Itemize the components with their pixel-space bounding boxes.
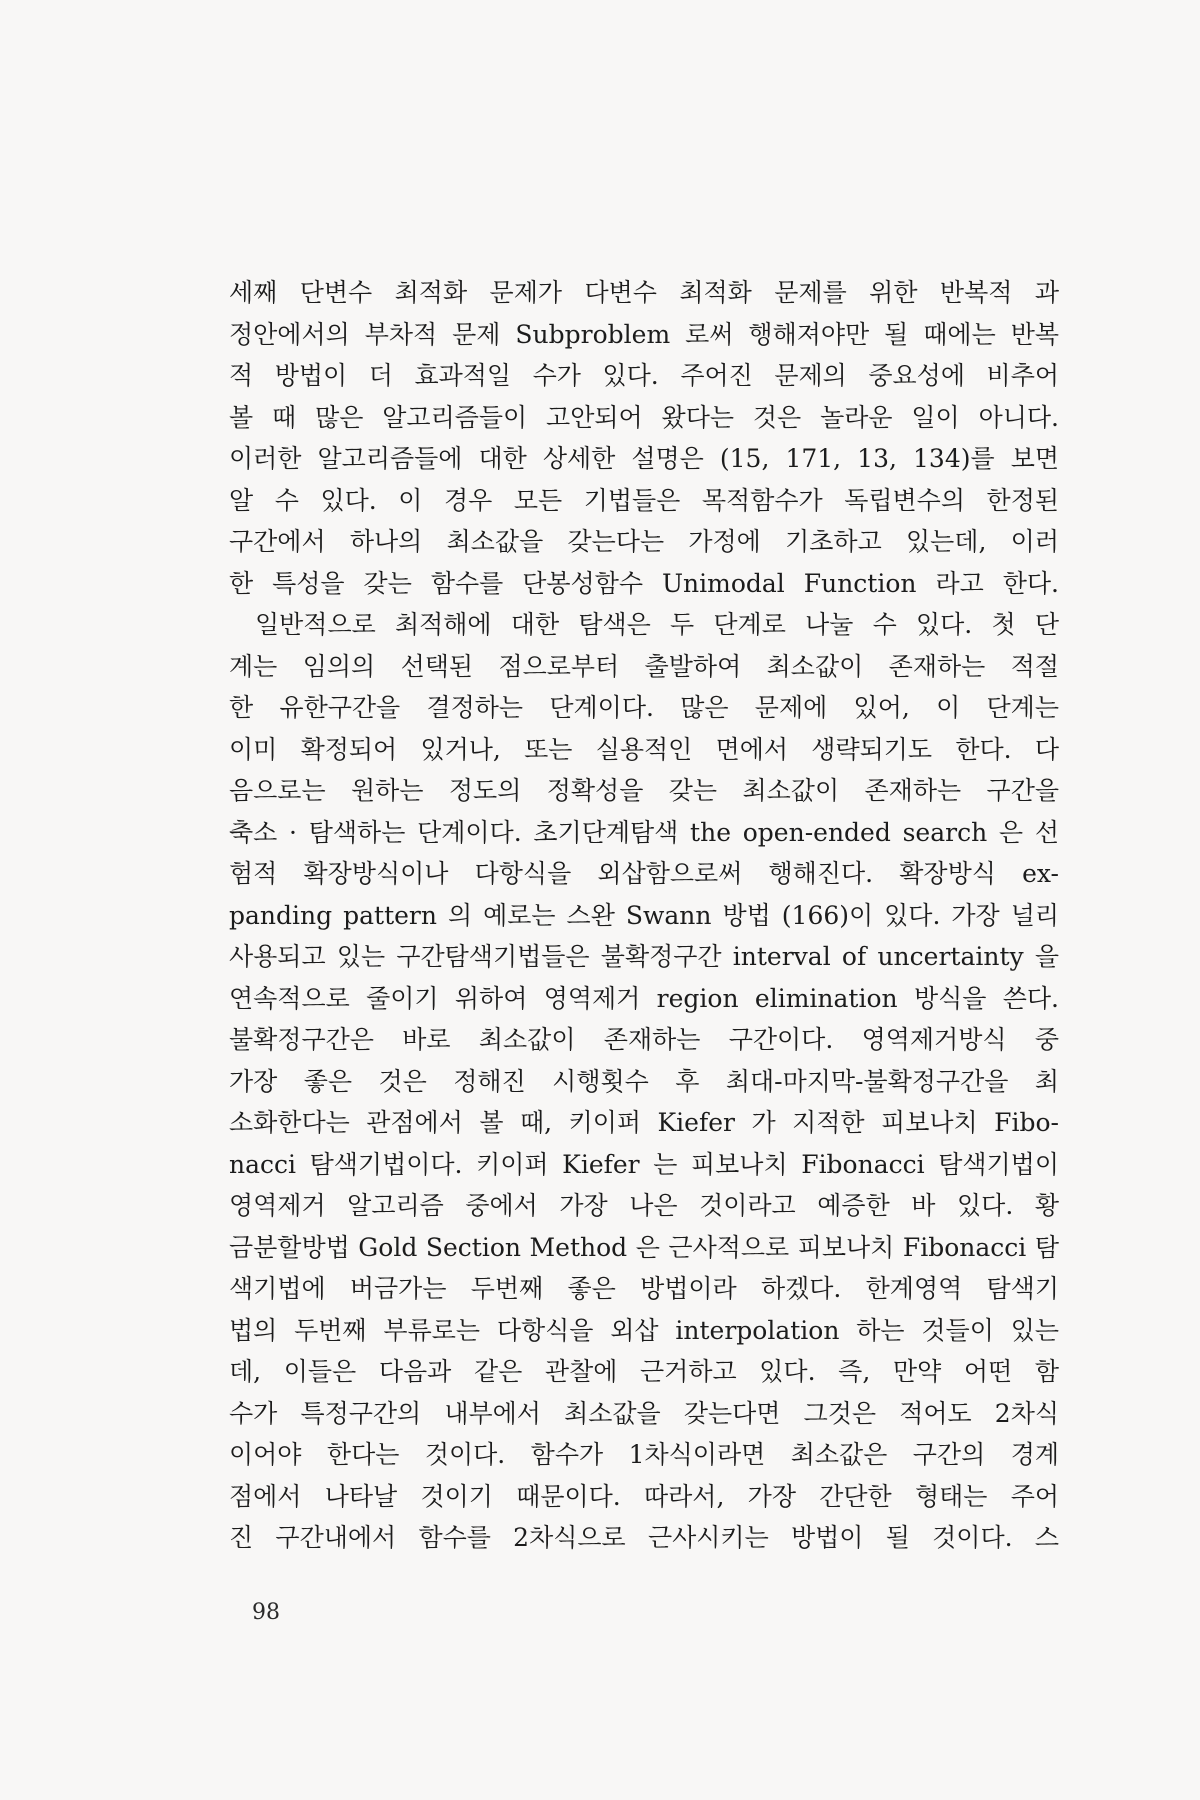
text-line: 소화한다는 관점에서 볼 때, 키이퍼 Kiefer 가 지적한 피보나치 Fibo-	[229, 1108, 1059, 1137]
text-line: 불확정구간은 바로 최소값이 존재하는 구간이다. 영역제거방식 중	[229, 1025, 1059, 1054]
text-line: 가장 좋은 것은 정해진 시행횟수 후 최대-마지막-불확정구간을 최	[229, 1066, 1059, 1096]
text-line: 영역제거 알고리즘 중에서 가장 나은 것이라고 예증한 바 있다. 황	[229, 1191, 1059, 1220]
text-line: 이러한 알고리즘들에 대한 상세한 설명은 (15, 171, 13, 134)를 보면	[229, 444, 1059, 473]
text-line: 볼 때 많은 알고리즘들이 고안되어 왔다는 것은 놀라운 일이 아니다.	[229, 402, 1059, 432]
text-line: 세째 단변수 최적화 문제가 다변수 최적화 문제를 위한 반복적 과	[229, 278, 1059, 307]
text-line: 수가 특정구간의 내부에서 최소값을 갖는다면 그것은 적어도 2차식	[229, 1398, 1059, 1428]
page-number: 98	[252, 1600, 280, 1625]
text-line: 계는 임의의 선택된 점으로부터 출발하여 최소값이 존재하는 적절	[229, 651, 1059, 681]
text-line: 진 구간내에서 함수를 2차식으로 근사시키는 방법이 될 것이다. 스	[229, 1523, 1059, 1552]
text-line: 연속적으로 줄이기 위하여 영역제거 region elimination 방식을 쓴다.	[229, 983, 1059, 1013]
text-line: 점에서 나타날 것이기 때문이다. 따라서, 가장 간단한 형태는 주어	[229, 1481, 1059, 1511]
text-line: 이미 확정되어 있거나, 또는 실용적인 면에서 생략되기도 한다. 다	[229, 734, 1059, 764]
text-line: 험적 확장방식이나 다항식을 외삽함으로써 행해진다. 확장방식 ex-	[229, 859, 1059, 888]
text-line: 색기법에 버금가는 두번째 좋은 방법이라 하겠다. 한계영역 탐색기	[229, 1274, 1059, 1303]
text-line: 알 수 있다. 이 경우 모든 기법들은 목적함수가 독립변수의 한정된	[229, 485, 1059, 515]
text-line: 정안에서의 부차적 문제 Subproblem 로써 행해져야만 될 때에는 반복	[229, 319, 1059, 349]
text-line: panding pattern 의 예로는 스완 Swann 방법 (166)이 있다. 가장 널리	[229, 900, 1059, 930]
text-line: 데, 이들은 다음과 같은 관찰에 근거하고 있다. 즉, 만약 어떤 함	[229, 1357, 1059, 1386]
text-line: nacci 탐색기법이다. 키이퍼 Kiefer 는 피보나치 Fibonacci 탐색기법이	[229, 1149, 1059, 1179]
text-line: 사용되고 있는 구간탐색기법들은 불확정구간 interval of uncertainty 을	[229, 942, 1059, 971]
text-line: 한 특성을 갖는 함수를 단봉성함수 Unimodal Function 라고 한다.	[229, 568, 1059, 598]
text-line: 음으로는 원하는 정도의 정확성을 갖는 최소값이 존재하는 구간을	[229, 776, 1059, 805]
text-line: 적 방법이 더 효과적일 수가 있다. 주어진 문제의 중요성에 비추어	[229, 361, 1059, 390]
text-line: 축소 · 탐색하는 단계이다. 초기단계탐색 the open-ended search 은 선	[229, 817, 1059, 847]
text-line: 금분할방법 Gold Section Method 은 근사적으로 피보나치 Fibonacci 탐	[229, 1232, 1059, 1262]
text-line: 일반적으로 최적해에 대한 탐색은 두 단계로 나눌 수 있다. 첫 단	[255, 610, 1059, 639]
text-line: 한 유한구간을 결정하는 단계이다. 많은 문제에 있어, 이 단계는	[229, 693, 1059, 722]
text-line: 구간에서 하나의 최소값을 갖는다는 가정에 기초하고 있는데, 이러	[229, 527, 1059, 556]
text-line: 법의 두번째 부류로는 다항식을 외삽 interpolation 하는 것들이 있는	[229, 1315, 1059, 1345]
text-line: 이어야 한다는 것이다. 함수가 1차식이라면 최소값은 구간의 경계	[229, 1440, 1059, 1469]
body-text	[229, 272, 1059, 1559]
